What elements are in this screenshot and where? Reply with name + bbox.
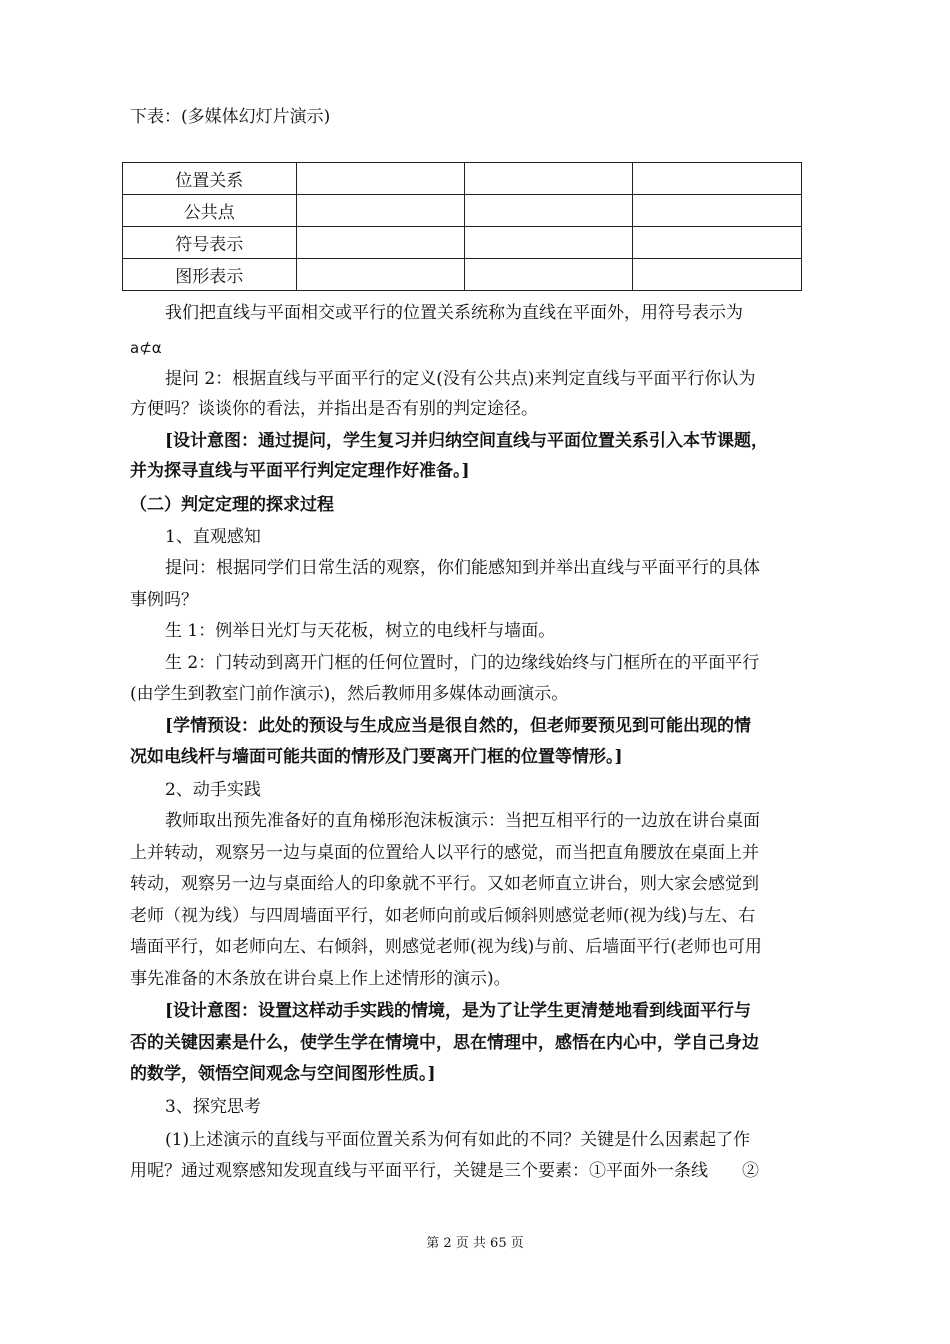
table-row bbox=[123, 259, 802, 291]
table-cell bbox=[633, 259, 802, 291]
table-cell bbox=[633, 227, 802, 259]
paragraph-line: 我们把直线与平面相交或平行的位置关系统称为直线在平面外，用符号表示为 bbox=[165, 303, 743, 323]
row-label: 位置关系 bbox=[123, 163, 297, 195]
row-label: 图形表示 bbox=[123, 259, 297, 291]
table-cell bbox=[296, 227, 464, 259]
design-note: [设计意图：设置这样动手实践的情境，是为了让学生更清楚地看到线面平行与 bbox=[165, 1001, 752, 1021]
symbol-expression: a⊄α bbox=[130, 339, 162, 357]
table-cell bbox=[296, 163, 464, 195]
paragraph-line: 事先准备的木条放在讲台桌上作上述情形的演示)。 bbox=[130, 969, 511, 989]
table-cell bbox=[465, 163, 633, 195]
paragraph-line: 提问：根据同学们日常生活的观察，你们能感知到并举出直线与平面平行的具体 bbox=[165, 558, 760, 578]
design-note: 并为探寻直线与平面平行判定定理作好准备。] bbox=[130, 461, 470, 481]
subsection-heading: 1、直观感知 bbox=[165, 527, 261, 547]
table-row bbox=[123, 195, 802, 227]
table-cell bbox=[465, 195, 633, 227]
table-row bbox=[123, 227, 802, 259]
preset-note: [学情预设：此处的预设与生成应当是很自然的，但老师要预见到可能出现的情 bbox=[165, 716, 752, 736]
table-row bbox=[123, 163, 802, 195]
paragraph-line: 老师（视为线）与四周墙面平行，如老师向前或后倾斜则感觉老师(视为线)与左、右 bbox=[130, 906, 756, 926]
paragraph-line: 教师取出预先准备好的直角梯形泡沫板演示：当把互相平行的一边放在讲台桌面 bbox=[165, 811, 760, 831]
paragraph-line: 生 1：例举日光灯与天花板，树立的电线杆与墙面。 bbox=[165, 621, 556, 641]
row-label: 符号表示 bbox=[123, 227, 297, 259]
row-label: 公共点 bbox=[123, 195, 297, 227]
paragraph-line: (由学生到教室门前作演示)，然后教师用多媒体动画演示。 bbox=[130, 684, 569, 704]
paragraph-line: 墙面平行，如老师向左、右倾斜，则感觉老师(视为线)与前、后墙面平行(老师也可用 bbox=[130, 937, 762, 957]
table-cell bbox=[633, 195, 802, 227]
design-note: 的数学，领悟空间观念与空间图形性质。] bbox=[130, 1064, 436, 1084]
table-cell bbox=[296, 259, 464, 291]
page-footer: 第 2 页 共 65 页 bbox=[426, 1236, 524, 1251]
intro-text: 下表：(多媒体幻灯片演示) bbox=[130, 107, 331, 127]
paragraph-line: 上并转动，观察另一边与桌面的位置给人以平行的感觉，而当把直角腰放在桌面上并 bbox=[130, 843, 759, 863]
design-note: [设计意图：通过提问，学生复习并归纳空间直线与平面位置关系引入本节课题， bbox=[165, 431, 769, 451]
paragraph-line: 转动，观察另一边与桌面给人的印象就不平行。又如老师直立讲台，则大家会感觉到 bbox=[130, 874, 759, 894]
table-cell bbox=[633, 163, 802, 195]
subsection-heading: 3、探究思考 bbox=[165, 1097, 261, 1117]
paragraph-line: (1)上述演示的直线与平面位置关系为何有如此的不同？关键是什么因素起了作 bbox=[165, 1130, 751, 1150]
subsection-heading: 2、动手实践 bbox=[165, 780, 261, 800]
paragraph-line: 生 2：门转动到离开门框的任何位置时，门的边缘线始终与门框所在的平面平行 bbox=[165, 653, 760, 673]
table-cell bbox=[465, 227, 633, 259]
design-note: 否的关键因素是什么，使学生学在情境中，思在情理中，感悟在内心中，学自己身边 bbox=[130, 1033, 759, 1053]
section-heading: （二）判定定理的探求过程 bbox=[130, 495, 334, 515]
table-cell bbox=[465, 259, 633, 291]
paragraph-line: 提问 2：根据直线与平面平行的定义(没有公共点)来判定直线与平面平行你认为 bbox=[165, 369, 756, 389]
paragraph-line: 用呢？通过观察感知发现直线与平面平行，关键是三个要素：①平面外一条线 ② bbox=[130, 1161, 759, 1181]
table-cell bbox=[296, 195, 464, 227]
paragraph-line: 事例吗？ bbox=[130, 590, 198, 610]
paragraph-line: 方便吗？谈谈你的看法，并指出是否有别的判定途径。 bbox=[130, 399, 538, 419]
preset-note: 况如电线杆与墙面可能共面的情形及门要离开门框的位置等情形。] bbox=[130, 747, 623, 767]
relation-table bbox=[122, 162, 802, 291]
